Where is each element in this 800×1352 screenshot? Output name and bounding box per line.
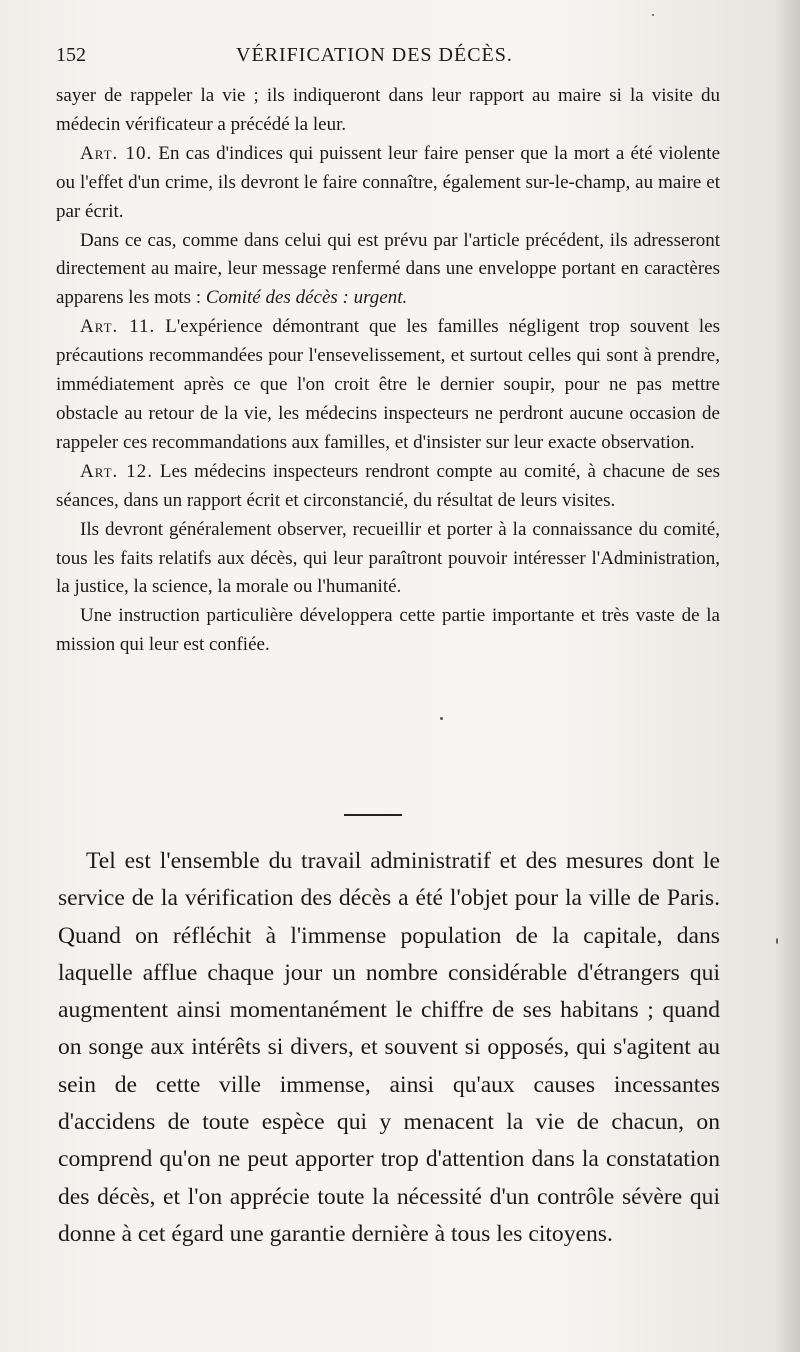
regulation-text	[56, 82, 720, 660]
article-12-label: Art. 12.	[80, 460, 153, 482]
article-11-text: L'expérience démontrant que les familles négligent trop souvent les précautions recommandées pour l'ensevelissement, et surtout celles qui sont à prendre, immédiatement après ce que l'on croit être le dernier soupir, pour ne pas mettre obstacle au retour de la vie, les médecins inspecteurs ne perdront aucune occasion de rappeler ces recommandations aux familles, et d'insister sur leur exacte observation.	[56, 316, 720, 453]
article-10	[56, 140, 720, 227]
article-11	[56, 313, 720, 458]
article-11-label: Art. 11.	[80, 316, 156, 338]
conclusion-text	[58, 843, 720, 1253]
article-10-text: En cas d'indices qui puissent leur faire penser que la mort a été violente ou l'effet d'un crime, ils devront le faire connaître, également sur-le-champ, au maire et par écrit.	[56, 142, 720, 222]
ink-speck	[652, 14, 654, 16]
ink-speck	[776, 938, 778, 944]
ink-speck	[440, 717, 443, 720]
paragraph-urgent-text: Dans ce cas, comme dans celui qui est prévu par l'article précédent, ils adresseront directement au maire, leur message renfermé dans une enveloppe portant en caractères apparens les mots :	[56, 229, 720, 309]
paragraph-urgent	[56, 227, 720, 314]
running-head: VÉRIFICATION DES DÉCÈS.	[236, 44, 513, 66]
paragraph-continuation: sayer de rappeler la vie ; ils indiqueront dans leur rapport au maire si la visite du médecin vérificateur a précédé la leur.	[56, 85, 720, 135]
paragraph-instruction: Une instruction particulière développera cette partie importante et très vaste de la mission qui leur est confiée.	[56, 605, 720, 656]
article-12	[56, 458, 720, 516]
paragraph-observe: Ils devront généralement observer, recueillir et porter à la connaissance du comité, tous les faits relatifs aux décès, qui leur paraîtront pouvoir intéresser l'Administration, la justice, la science, la morale ou l'humanité.	[56, 518, 720, 598]
paragraph-urgent-italic: Comité des décès : urgent.	[205, 287, 408, 309]
page-edge-shadow	[774, 0, 800, 1352]
article-10-label: Art. 10.	[80, 142, 153, 164]
page-header	[56, 40, 716, 74]
page-number: 152	[56, 44, 86, 66]
article-12-text: Les médecins inspecteurs rendront compte au comité, à chacune de ses séances, dans un rapport écrit et circonstancié, du résultat de leurs visites.	[56, 460, 720, 511]
conclusion-paragraph: Tel est l'ensemble du travail administratif et des mesures dont le service de la vérification des décès a été l'objet pour la ville de Paris. Quand on réfléchit à l'immense population de la capitale, dans laquelle afflue chaque jour un nombre considérable d'étrangers qui augmentent ainsi momentanément le chiffre de ses habitans ; quand on songe aux intérêts si divers, et souvent si opposés, qui s'agitent au sein de cette ville immense, ainsi qu'aux causes incessantes d'accidens de toute espèce qui y menacent la vie de chacun, on comprend qu'on ne peut apporter trop d'attention dans la constatation des décès, et l'on apprécie toute la nécessité d'un contrôle sévère qui donne à cet égard une garantie dernière à tous les citoyens.	[58, 848, 720, 1247]
section-divider	[344, 814, 402, 816]
